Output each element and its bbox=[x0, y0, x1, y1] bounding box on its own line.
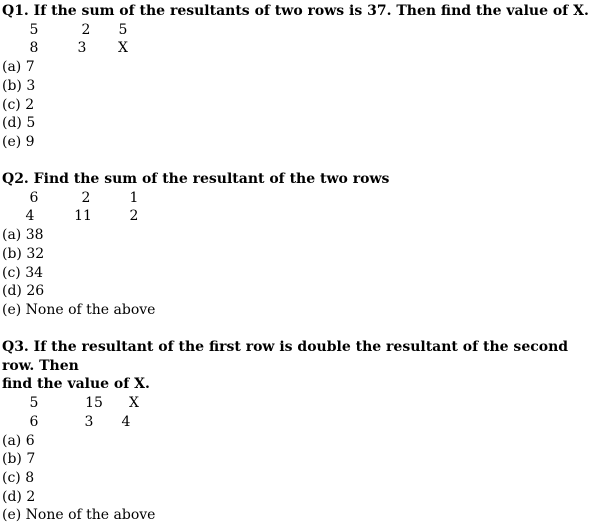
question-2-title: Q2. Find the sum of the resultant of the two rows bbox=[2, 170, 599, 189]
option-b: (b) 7 bbox=[2, 450, 599, 469]
question-3-title-line-2: find the value of X. bbox=[2, 375, 599, 394]
option-d: (d) 26 bbox=[2, 282, 599, 301]
grid-cell: X bbox=[119, 394, 149, 413]
grid-cell: 6 bbox=[19, 413, 49, 432]
question-1-options bbox=[2, 58, 599, 152]
grid-cell: 6 bbox=[19, 189, 49, 208]
option-a: (a) 7 bbox=[2, 58, 599, 77]
question-1 bbox=[2, 2, 599, 152]
grid-cell: 1 bbox=[119, 189, 149, 208]
question-3-number-grid bbox=[2, 394, 599, 431]
option-a: (a) 38 bbox=[2, 226, 599, 245]
option-b: (b) 32 bbox=[2, 245, 599, 264]
grid-cell: 5 bbox=[108, 21, 138, 40]
grid-cell: 3 bbox=[74, 413, 104, 432]
grid-cell: 4 bbox=[15, 207, 45, 226]
question-3 bbox=[2, 338, 599, 525]
grid-cell: 11 bbox=[68, 207, 98, 226]
question-2 bbox=[2, 170, 599, 320]
grid-cell: 2 bbox=[119, 207, 149, 226]
grid-cell: 5 bbox=[19, 394, 49, 413]
question-2-options bbox=[2, 226, 599, 320]
option-e: (e) 9 bbox=[2, 133, 599, 152]
option-a: (a) 6 bbox=[2, 432, 599, 451]
grid-cell: 3 bbox=[67, 39, 97, 58]
grid-cell: 5 bbox=[19, 21, 49, 40]
grid-cell: 2 bbox=[71, 189, 101, 208]
question-1-number-grid bbox=[2, 21, 599, 58]
grid-cell: 2 bbox=[71, 21, 101, 40]
question-1-title: Q1. If the sum of the resultants of two rows is 37. Then find the value of X. bbox=[2, 2, 599, 21]
question-3-title-line-1: Q3. If the resultant of the first row is double the resultant of the second row. Then bbox=[2, 338, 599, 375]
option-b: (b) 3 bbox=[2, 77, 599, 96]
option-c: (c) 2 bbox=[2, 96, 599, 115]
question-3-options bbox=[2, 432, 599, 525]
option-e: (e) None of the above bbox=[2, 301, 599, 320]
grid-cell: 4 bbox=[111, 413, 141, 432]
option-d: (d) 5 bbox=[2, 114, 599, 133]
grid-cell: 8 bbox=[19, 39, 49, 58]
option-c: (c) 34 bbox=[2, 264, 599, 283]
option-c: (c) 8 bbox=[2, 469, 599, 488]
question-2-number-grid bbox=[2, 189, 599, 226]
option-e: (e) None of the above bbox=[2, 506, 599, 525]
grid-cell: X bbox=[108, 39, 138, 58]
grid-cell: 15 bbox=[79, 394, 109, 413]
option-d: (d) 2 bbox=[2, 488, 599, 507]
